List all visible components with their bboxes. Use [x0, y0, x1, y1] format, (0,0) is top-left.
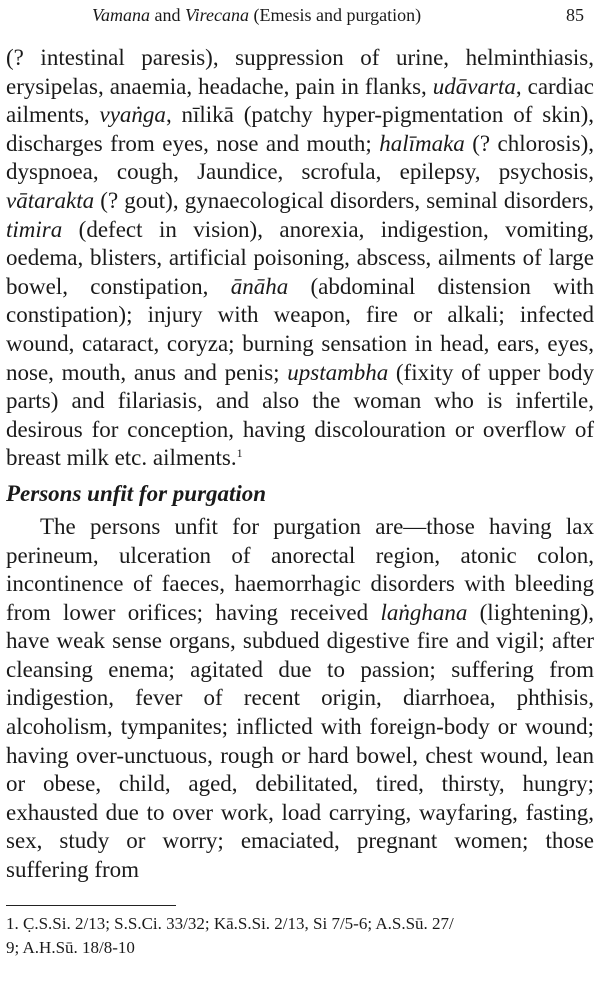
main-text [6, 44, 594, 885]
sanskrit-term: upstambha [287, 359, 389, 385]
footnote-line: 9; A.H.Sū. 18/8-10 [6, 937, 135, 957]
title-word-virecana: Virecana [185, 5, 249, 25]
footnote-divider [6, 905, 176, 906]
title-word-vamana: Vamana [92, 5, 150, 25]
text-run: (? chlorosis), dyspnoea, cough, Jaundice, scrofula, epilepsy, psychosis, [6, 130, 595, 185]
footnote-line: 1. C̣.S.Si. 2/13; S.S.Ci. 33/32; Kā.S.Si. 2/13, Si 7/5-6; A.S.Sū. 27/ [6, 913, 454, 933]
text-run: (fixity of upper body parts) and filariasis, and also the woman who is infertile, desirous for conception, having discolouration or overflow of breast milk etc. ailments. [6, 359, 595, 471]
page-number: 85 [566, 5, 584, 25]
text-run: (? intestinal paresis), suppression of urine, helminthiasis, erysipelas, anaemia, headache, pain in flanks, [6, 45, 594, 99]
sanskrit-term: vātarakta [6, 187, 95, 213]
sanskrit-term: udāvarta [432, 73, 516, 99]
footnote-marker: 1 [236, 446, 243, 461]
sanskrit-term: laṅghana [380, 599, 468, 625]
section-heading: Persons unfit for purgation [6, 480, 267, 506]
paragraph-unfit-persons [6, 513, 594, 885]
sanskrit-term: timira [6, 216, 63, 242]
text-run: (abdominal distension with constipation); injury with weapon, fire or alkali; infected wound, cataract, coryza; burning sensation in head, ears, eyes, nose, mouth, anus and penis; [6, 273, 594, 385]
running-title [92, 0, 421, 30]
footnote [6, 912, 594, 960]
sanskrit-term: vyaṅga [99, 102, 166, 128]
text-run: , cardiac ailments, [6, 73, 594, 128]
title-connector: and [150, 5, 185, 25]
text-run: The persons unfit for purgation are—those having lax perineum, ulceration of anorectal region, atonic colon, incontinence of faeces, haemorrhagic disorders with bleeding from lower orifices; having received [6, 513, 594, 625]
title-subtitle: (Emesis and purgation) [248, 5, 422, 25]
sanskrit-term: ānāha [230, 273, 289, 299]
paragraph-indications [6, 44, 594, 473]
sanskrit-term: halīmaka [379, 130, 465, 156]
text-run: (defect in vision), anorexia, indigestion, vomiting, oedema, blisters, artificial poisoning, abscess, ailments of large bowel, constipation, [6, 216, 594, 299]
text-run: (lightening), have weak sense organs, subdued digestive fire and vigil; after cleansing enema; agitated due to passion; suffering from indigestion, fever of recent origin, diarrhoea, phthisis, alcoholism, tympanites; inflicted with foreign-body or wound; having over-unctuous, rough or hard bowel, chest wound, lean or obese, child, aged, debilitated, tired, thirsty, hungry; exhausted due to over work, load carrying, wayfaring, fasting, sex, study or worry; emaciated, pregnant women; those suffering from [6, 599, 594, 883]
text-run: , nīlikā (patchy hyper-pigmentation of skin), discharges from eyes, nose and mouth; [6, 102, 594, 156]
text-run: (? gout), gynaecological disorders, seminal disorders, [94, 187, 594, 213]
running-header [6, 0, 594, 30]
